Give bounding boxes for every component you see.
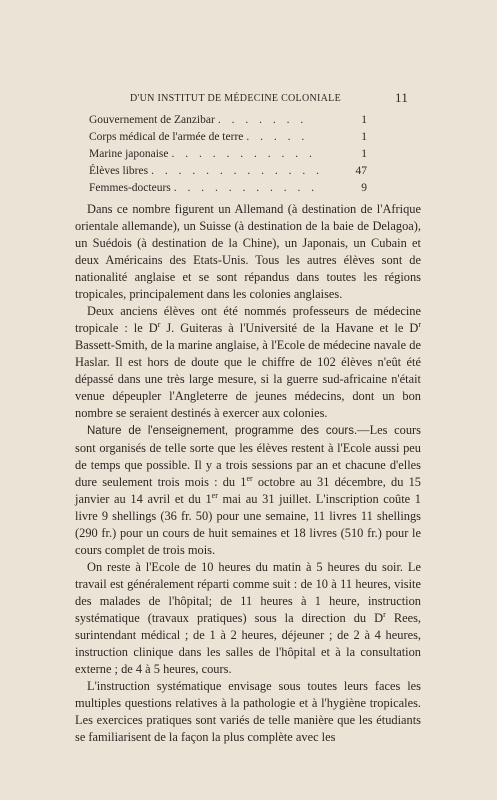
text-span: J. Guiteras à l'Université de la Havane et le D [160,321,419,335]
paragraph-instruction: L'instruction systématique envisage sous toutes leurs faces les multiples questions relatives à la pathologie et à l'hygiène tropicales. Les exercices pratiques sont variés de telle manière que les étudiants se familiarisent de la façon la plus complète avec les [75,679,421,744]
leader-dots: . . . . . . . . . . . [173,182,319,194]
list-item [89,114,367,131]
list-item-count: 1 [361,148,367,160]
text-span: Rees, surintendant médical ; de 1 à 2 heures, déjeuner ; de 2 à 4 heures, instruction clinique dans les salles de l'hôpital et à la consultation externe ; de 4 à 5 heures, cours. [75,611,421,676]
list-item-count: 1 [361,131,367,143]
list-item-count: 47 [355,165,367,177]
paragraph-courses [75,422,421,559]
superscript: r [157,319,161,329]
running-title: D'UN INSTITUT DE MÉDECINE COLONIALE [130,93,341,104]
student-origin-list [89,114,367,199]
text-span: Bassett-Smith, de la marine anglaise, à l'Ecole de médecine navale de Haslar. Il est hors de doute que le chiffre de 102 élèves n'eût été dépassé dans une très large mesure, si la guerre sud-africaine n'était venue dépeupler l'Angleterre de jeunes médecins, dont un bon nombre se seraient destinés à exercer aux colonies. [75,338,421,420]
text-span: —Les cours sont organisés de telle sorte que les élèves restent à l'Ecole aussi peu de temps que possible. Il y a trois sessions par an et chacune d'elles dure seulement trois mois : du 1 [75,423,421,489]
list-item-label: Marine japonaise [89,148,169,160]
list-item-label: Élèves libres [89,165,149,177]
superscript: er [246,473,253,483]
paragraph-schedule [75,559,421,678]
list-item [89,148,367,165]
body-text [75,201,421,746]
text-span: Deux anciens élèves ont été nommés professeurs de médecine tropicale : le D [75,304,421,335]
superscript: r [383,609,386,619]
list-item-label: Corps médical de l'armée de terre [89,131,244,143]
text-span: octobre au 31 décembre, du 15 janvier au 14 avril et du 1 [75,475,421,506]
superscript: r [418,319,422,329]
leader-dots: . . . . . . . [217,114,308,126]
list-item-label: Gouvernement de Zanzibar [89,114,215,126]
paragraph-nationalities: Dans ce nombre figurent un Allemand (à destination de l'Afrique orientale allemande), un Suisse (à destination de la baie de Delagoa), un Suédois (à destination de la Chine), un Japonais, un Cubain et deux Américains des Etats-Unis. Tous les autres élèves sont de nationalité anglaise et se sont répandus dans toutes les régions tropicales, principalement dans les colonies anglaises. [75,202,421,301]
leader-dots: . . . . . . . . . . . [171,148,316,160]
list-item-count: 9 [361,182,367,194]
list-item [89,165,367,182]
paragraph-professors [75,303,421,422]
text-span: mai au 31 juillet. L'inscription coûte 1 livre 9 shellings (36 fr. 50) pour une semaine, 11 livres 11 shellings (290 fr.) pour un cours de huit semaines et 18 livres (510 fr.) pour le cours complet de trois mois. [75,492,421,557]
page-number: 11 [395,90,409,105]
section-heading: Nature de l'enseignement, programme des cours. [87,425,358,437]
text-span: On reste à l'Ecole de 10 heures du matin à 5 heures du soir. Le travail est généralement réparti comme suit : de 10 à 11 heures, visite des malades de l'hôpital; de 11 heures à 1 heure, instruction systématique (travaux pratiques) sous la direction du D [75,560,421,625]
list-item [89,182,367,199]
list-item-count: 1 [361,114,367,126]
running-header [0,90,497,106]
list-item-label: Femmes-docteurs [89,182,171,194]
list-item [89,131,367,148]
leader-dots: . . . . . [246,131,309,143]
superscript: er [211,490,218,500]
leader-dots: . . . . . . . . . . . . . [151,165,323,177]
